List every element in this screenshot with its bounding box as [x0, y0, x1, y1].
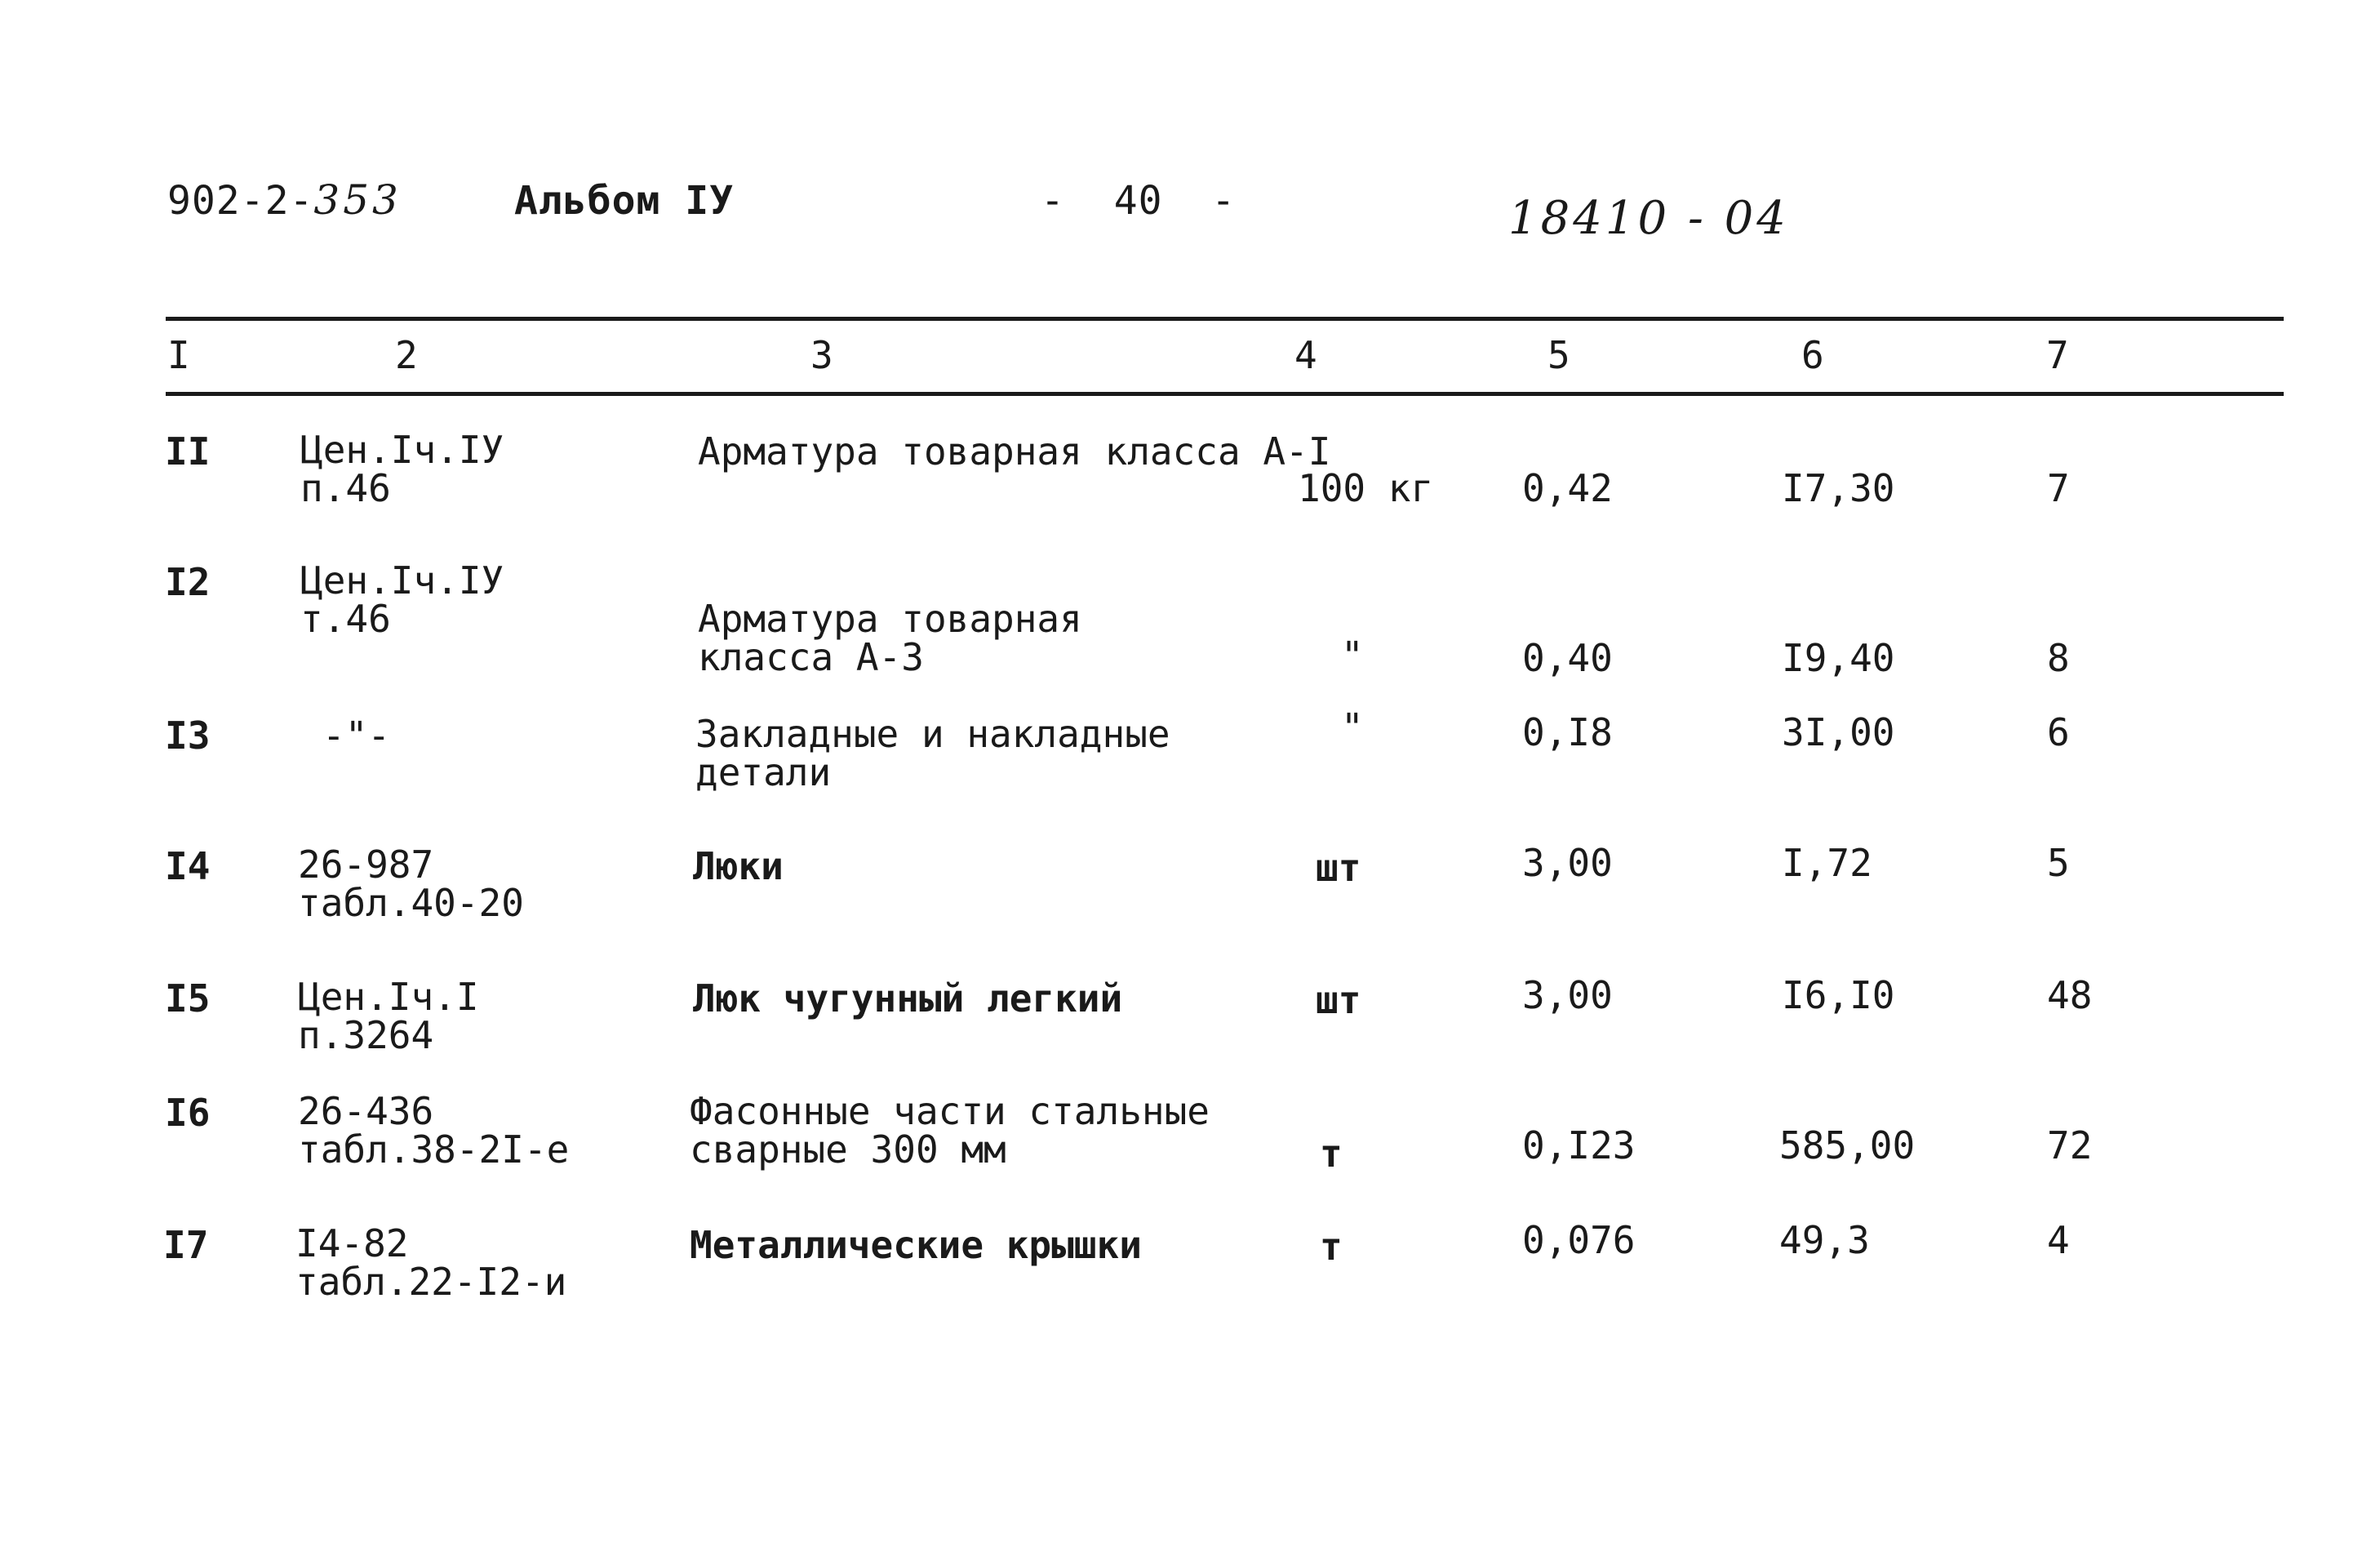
- quantity: 3,00: [1522, 841, 1613, 885]
- item-name-line-2: детали: [695, 750, 832, 794]
- item-name-line-1: Арматура товарная: [698, 597, 1082, 641]
- unit: т: [1320, 1132, 1343, 1176]
- reference-line-1: Цен.Iч.IУ: [300, 558, 504, 603]
- reference: [300, 428, 504, 510]
- quantity: 0,076: [1522, 1218, 1636, 1262]
- reference-line-2: п.46: [300, 466, 391, 510]
- item-name-line-2: сварные 300 мм: [690, 1127, 1006, 1172]
- reference-line-1: Цен.Iч.IУ: [300, 428, 504, 472]
- unit-price: I6,I0: [1782, 973, 1895, 1017]
- column-header-5: 5: [1547, 333, 1570, 377]
- unit: 100 кг: [1298, 466, 1434, 510]
- album-label: Альбом IУ: [514, 178, 735, 224]
- reference-line-1: I4-82: [295, 1221, 409, 1265]
- reference: [298, 975, 479, 1057]
- unit: ": [1341, 705, 1364, 749]
- unit: шт: [1316, 978, 1361, 1022]
- table-header-rule: [166, 392, 2284, 396]
- row-number: I3: [165, 714, 211, 758]
- total: 5: [2047, 841, 2070, 885]
- row-number: I4: [165, 844, 211, 888]
- row-number: II: [165, 429, 211, 474]
- unit-price: I9,40: [1782, 636, 1895, 680]
- column-header-7: 7: [2046, 333, 2069, 377]
- document-code: [167, 176, 402, 224]
- document-code-printed: 902-2-: [167, 178, 314, 224]
- total: 4: [2047, 1218, 2070, 1262]
- column-header-1: I: [167, 333, 190, 377]
- unit-price: I,72: [1782, 841, 1872, 885]
- unit: т: [1320, 1225, 1343, 1269]
- reference: -"-: [322, 714, 391, 758]
- total: 48: [2047, 973, 2093, 1017]
- item-name: [695, 712, 1170, 794]
- quantity: 0,I8: [1522, 710, 1613, 754]
- unit-price: 49,3: [1779, 1218, 1870, 1262]
- reference-line-2: табл.40-20: [298, 881, 524, 925]
- item-name: [690, 1089, 1210, 1172]
- item-name-line-2: класса А-3: [698, 635, 924, 679]
- item-name-line-1: Закладные и накладные: [695, 712, 1170, 756]
- reference: [300, 558, 504, 641]
- handwritten-id: 18410 - 04: [1508, 192, 1789, 245]
- reference: [298, 1089, 570, 1172]
- column-header-2: 2: [395, 333, 418, 377]
- total: 7: [2047, 466, 2070, 510]
- reference: [295, 1221, 567, 1304]
- total: 6: [2047, 710, 2070, 754]
- total: 8: [2047, 636, 2070, 680]
- document-code-handwritten: 353: [313, 176, 402, 224]
- item-name: Люки: [693, 844, 784, 888]
- unit: шт: [1316, 846, 1361, 890]
- row-number: I2: [165, 560, 211, 604]
- reference-line-1: 26-987: [298, 843, 434, 887]
- column-header-3: 3: [810, 333, 833, 377]
- table-top-rule: [166, 317, 2284, 321]
- reference: [298, 843, 524, 925]
- column-header-4: 4: [1294, 333, 1317, 377]
- item-name: [698, 597, 1082, 679]
- reference-line-1: 26-436: [298, 1089, 434, 1133]
- reference-line-2: табл.22-I2-и: [295, 1260, 567, 1304]
- quantity: 3,00: [1522, 973, 1613, 1017]
- row-number: I7: [163, 1223, 209, 1267]
- row-number: I6: [165, 1091, 211, 1135]
- column-header-6: 6: [1801, 333, 1824, 377]
- row-number: I5: [165, 976, 211, 1021]
- unit-price: I7,30: [1782, 466, 1895, 510]
- item-name-line-1: Фасонные части стальные: [690, 1089, 1210, 1133]
- item-name: Люк чугунный легкий: [693, 976, 1123, 1021]
- item-name: Металлические крышки: [690, 1223, 1142, 1267]
- item-name: Арматура товарная класса А-I: [698, 429, 1331, 474]
- quantity: 0,40: [1522, 636, 1613, 680]
- total: 72: [2047, 1123, 2093, 1167]
- unit-price: 3I,00: [1782, 710, 1895, 754]
- quantity: 0,I23: [1522, 1123, 1636, 1167]
- unit: ": [1341, 634, 1364, 678]
- page-number: - 40 -: [1041, 178, 1237, 224]
- reference-line-2: табл.38-2I-е: [298, 1127, 570, 1172]
- quantity: 0,42: [1522, 466, 1613, 510]
- reference-line-2: т.46: [300, 597, 391, 641]
- reference-line-2: п.3264: [298, 1013, 434, 1057]
- unit-price: 585,00: [1779, 1123, 1916, 1167]
- reference-line-1: Цен.Iч.I: [298, 975, 479, 1019]
